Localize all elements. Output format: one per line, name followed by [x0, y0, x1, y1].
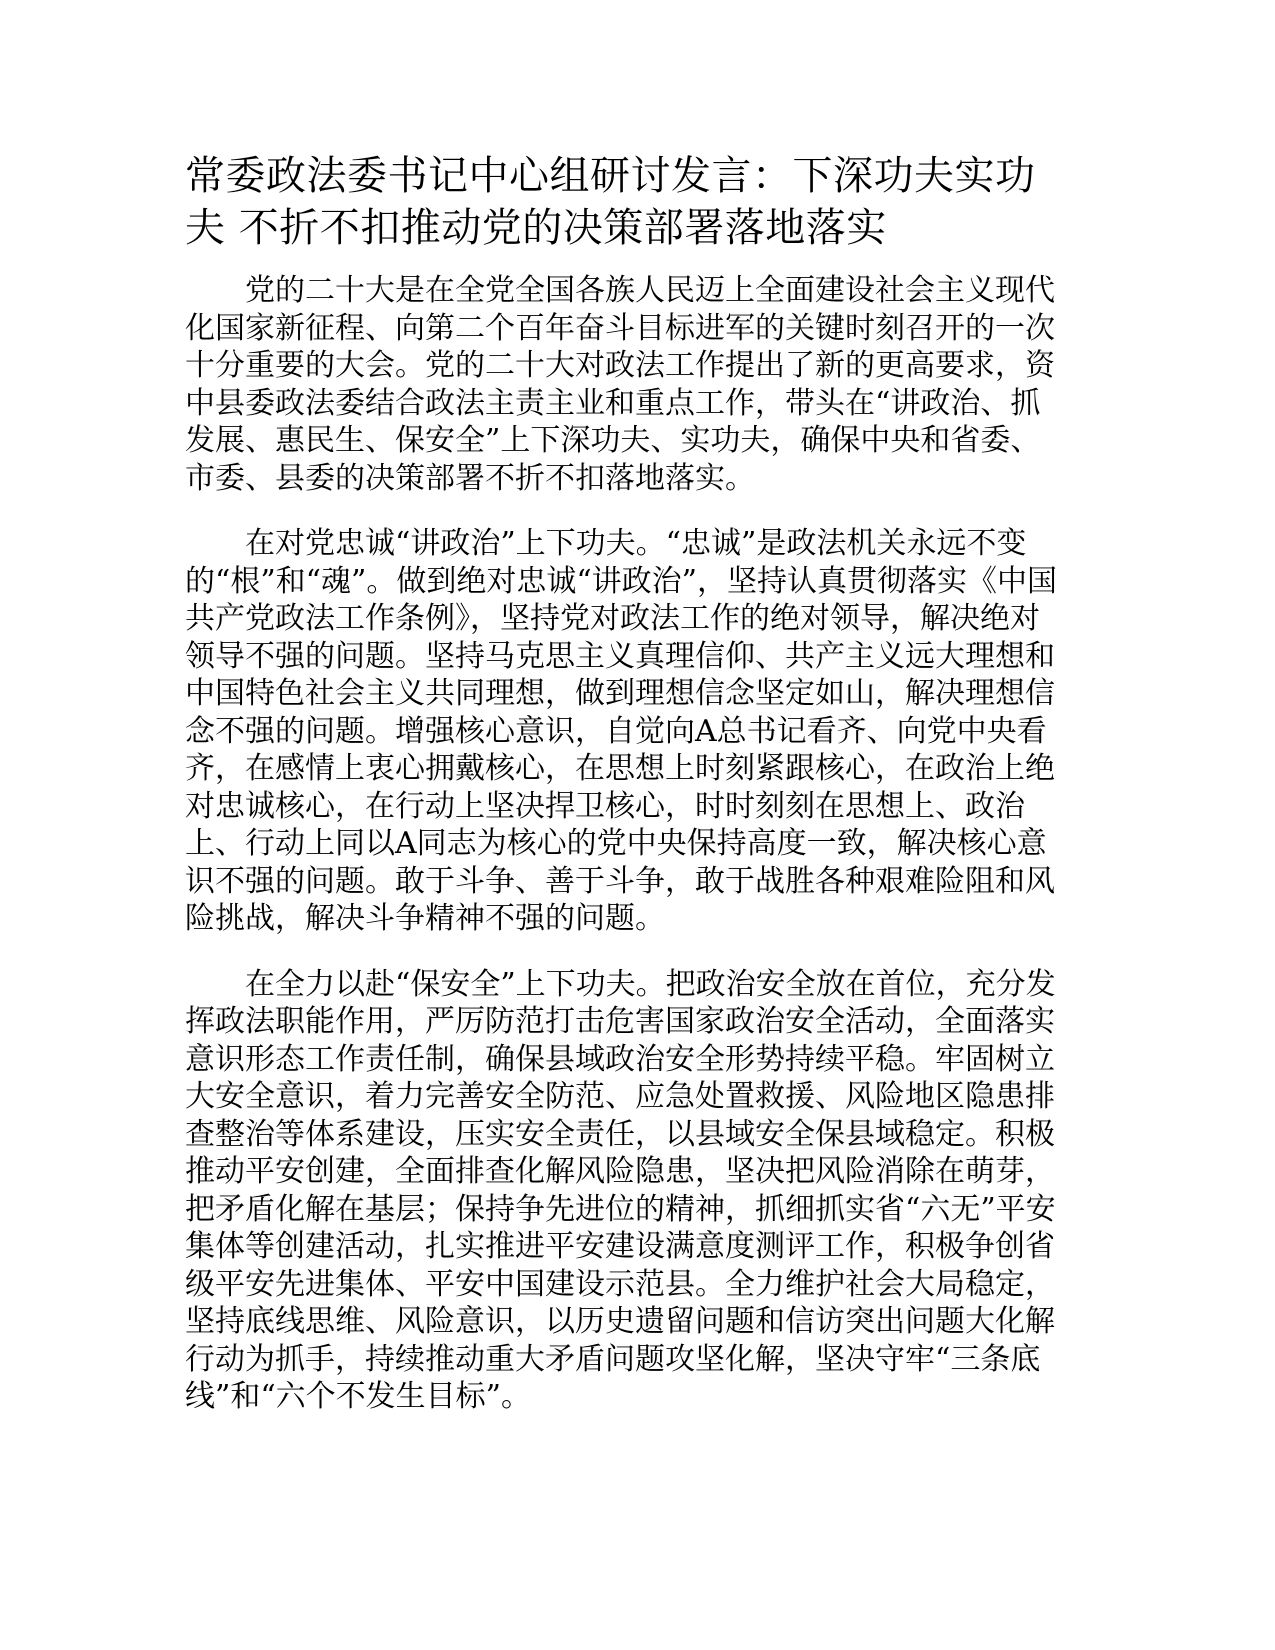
paragraph-politics: 在对党忠诚“讲政治”上下功夫。“忠诚”是政法机关永远不变的“根”和“魂”。做到绝对忠诚“讲政治”，坚持认真贯彻落实《中国共产党政法工作条例》，坚持党对政法工作的绝对领导，解决绝对领导不强的问题。坚持马克思主义真理信仰、共产主义远大理想和中国特色社会主义共同理想，做到理想信念坚定如山，解决理想信念不强的问题。增强核心意识，自觉向A总书记看齐、向党中央看齐，在感情上衷心拥戴核心，在思想上时刻紧跟核心，在政治上绝对忠诚核心，在行动上坚决捍卫核心，时时刻刻在思想上、政治上、行动上同以A同志为核心的党中央保持高度一致，解决核心意识不强的问题。敢于斗争、善于斗争，敢于战胜各种艰难险阻和风险挑战，解决斗争精神不强的问题。 [185, 526, 1058, 936]
paragraph-intro: 党的二十大是在全党全国各族人民迈上全面建设社会主义现代化国家新征程、向第二个百年奋斗目标进军的关键时刻召开的一次十分重要的大会。党的二十大对政法工作提出了新的更高要求，资中县委政法委结合政法主责主业和重点工作，带头在“讲政治、抓发展、惠民生、保安全”上下深功夫、实功夫，确保中央和省委、市委、县委的决策部署不折不扣落地落实。 [185, 273, 1055, 496]
document-body [185, 272, 1065, 1444]
paragraph-security: 在全力以赴“保安全”上下功夫。把政治安全放在首位，充分发挥政法职能作用，严厉防范打击危害国家政治安全活动，全面落实意识形态工作责任制，确保县域政治安全形势持续平稳。牢固树立大安全意识，着力完善安全防范、应急处置救援、风险地区隐患排查整治等体系建设，压实安全责任，以县域安全保县域稳定。积极推动平安创建，全面排查化解风险隐患，坚决把风险消除在萌芽，把矛盾化解在基层；保持争先进位的精神，抓细抓实省“六无”平安集体等创建活动，扎实推进平安建设满意度测评工作，积极争创省级平安先进集体、平安中国建设示范县。全力维护社会大局稳定，坚持底线思维、风险意识，以历史遗留问题和信访突出问题大化解行动为抓手，持续推动重大矛盾问题攻坚化解，坚决守牢“三条底线”和“六个不发生目标”。 [185, 966, 1056, 1414]
document-title: 常委政法委书记中心组研讨发言：下深功夫实功夫 不折不扣推动党的决策部署落地落实 [185, 153, 1036, 251]
